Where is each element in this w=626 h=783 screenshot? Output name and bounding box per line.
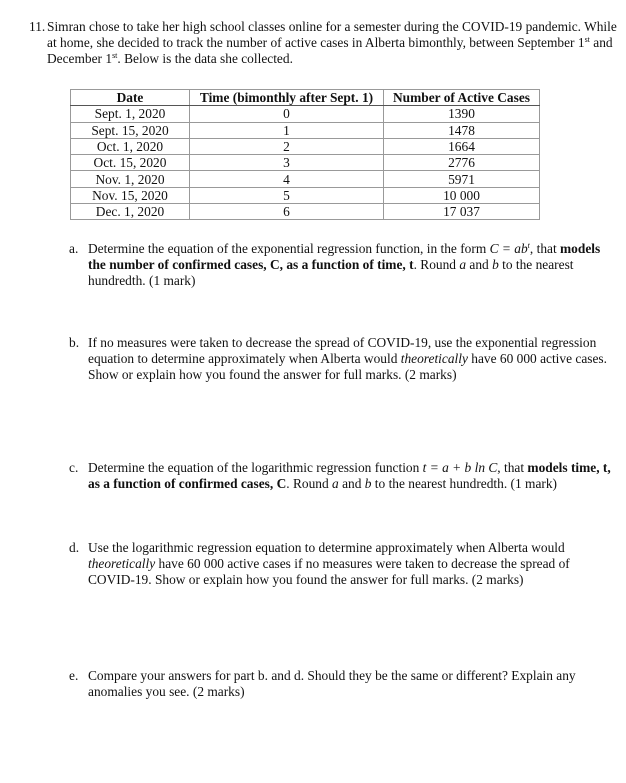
time-cell: 2 xyxy=(190,138,384,154)
text: Compare your answers for part b. and d. Should they be the same or different? Explain any anomalies you see. (2 marks) xyxy=(88,668,576,699)
text: Determine the equation of the logarithmic regression function xyxy=(88,460,423,475)
date-cell: Oct. 1, 2020 xyxy=(71,138,190,154)
italic-text: theoretically xyxy=(88,556,156,571)
part-label: a. xyxy=(69,241,79,256)
cases-cell: 1390 xyxy=(384,106,540,122)
equation: t = a + b ln C xyxy=(422,460,498,475)
cases-cell: 1664 xyxy=(384,138,540,154)
text: and xyxy=(466,257,493,272)
part-b-text xyxy=(88,335,613,383)
part-label: b. xyxy=(69,335,80,350)
part-label: e. xyxy=(69,668,79,683)
text: Determine the equation of the exponential regression function, in the form xyxy=(88,241,490,256)
text: . Round xyxy=(286,476,333,491)
text: have 60 000 active cases if no measures were taken to decrease the spread of COVID-19. Show or explain how you found the answer for full marks. (2 marks) xyxy=(88,556,570,587)
time-cell: 1 xyxy=(190,122,384,138)
table-row xyxy=(71,171,540,187)
time-cell: 4 xyxy=(190,171,384,187)
table-row xyxy=(71,106,540,122)
date-cell: Sept. 1, 2020 xyxy=(71,106,190,122)
text: to the nearest hundredth. (1 mark) xyxy=(88,257,574,288)
table-row xyxy=(71,204,540,220)
var-b: b xyxy=(492,257,499,272)
italic-text: theoretically xyxy=(400,351,468,366)
time-cell: 6 xyxy=(190,204,384,220)
text: to the nearest hundredth. (1 mark) xyxy=(371,476,557,491)
table-row xyxy=(71,138,540,154)
header-cases: Number of Active Cases xyxy=(384,90,540,106)
table-row xyxy=(71,155,540,171)
part-e-text xyxy=(88,668,613,700)
question-intro xyxy=(47,19,617,67)
part-c-text xyxy=(88,460,613,492)
text: Use the logarithmic regression equation to determine approximately when Alberta would xyxy=(88,540,565,555)
text: If no measures were taken to decrease the spread of COVID-19, use the exponential regression equation to determine approximately when Alberta would xyxy=(88,335,597,366)
time-cell: 3 xyxy=(190,155,384,171)
text: have 60 000 active cases. Show or explain how you found the answer for full marks. (2 marks) xyxy=(88,351,607,382)
cases-cell: 10 000 xyxy=(384,187,540,203)
bold-text: models the number of confirmed cases, C, as a function of time, t xyxy=(88,241,601,272)
text: , that xyxy=(529,241,561,256)
time-cell: 0 xyxy=(190,106,384,122)
equation: C = ab xyxy=(489,241,528,256)
date-cell: Dec. 1, 2020 xyxy=(71,204,190,220)
intro-text: Simran chose to take her high school classes online for a semester during the COVID-19 pandemic. While at home, she decided to track the number of active cases in Alberta bimonthly, between September 1 xyxy=(47,19,617,50)
cases-cell: 1478 xyxy=(384,122,540,138)
table-header-row xyxy=(71,90,540,106)
intro-text: . Below is the data she collected. xyxy=(117,51,293,66)
part-a-text xyxy=(88,241,613,289)
part-label: d. xyxy=(69,540,80,555)
intro-text: and December 1 xyxy=(47,35,613,66)
date-cell: Sept. 15, 2020 xyxy=(71,122,190,138)
date-cell: Nov. 1, 2020 xyxy=(71,171,190,187)
header-time: Time (bimonthly after Sept. 1) xyxy=(190,90,384,106)
var-b: b xyxy=(364,476,372,491)
header-date: Date xyxy=(71,90,190,106)
cases-cell: 2776 xyxy=(384,155,540,171)
exponent: t xyxy=(527,241,530,250)
var-a: a xyxy=(459,257,467,272)
cases-cell: 5971 xyxy=(384,171,540,187)
text: and xyxy=(338,476,365,491)
cases-cell: 17 037 xyxy=(384,204,540,220)
part-label: c. xyxy=(69,460,79,475)
time-cell: 5 xyxy=(190,187,384,203)
var-a: a xyxy=(332,476,339,491)
text: . Round xyxy=(413,257,460,272)
date-cell: Nov. 15, 2020 xyxy=(71,187,190,203)
text: , that xyxy=(497,460,528,475)
ordinal-suffix: st xyxy=(584,35,590,44)
ordinal-suffix: st xyxy=(112,51,118,60)
table-row xyxy=(71,187,540,203)
bold-text: models time, t, as a function of confirmed cases, C xyxy=(88,460,611,491)
question-number: 11. xyxy=(29,19,46,34)
part-d-text xyxy=(88,540,613,588)
table-row xyxy=(71,122,540,138)
date-cell: Oct. 15, 2020 xyxy=(71,155,190,171)
data-table xyxy=(70,89,540,220)
